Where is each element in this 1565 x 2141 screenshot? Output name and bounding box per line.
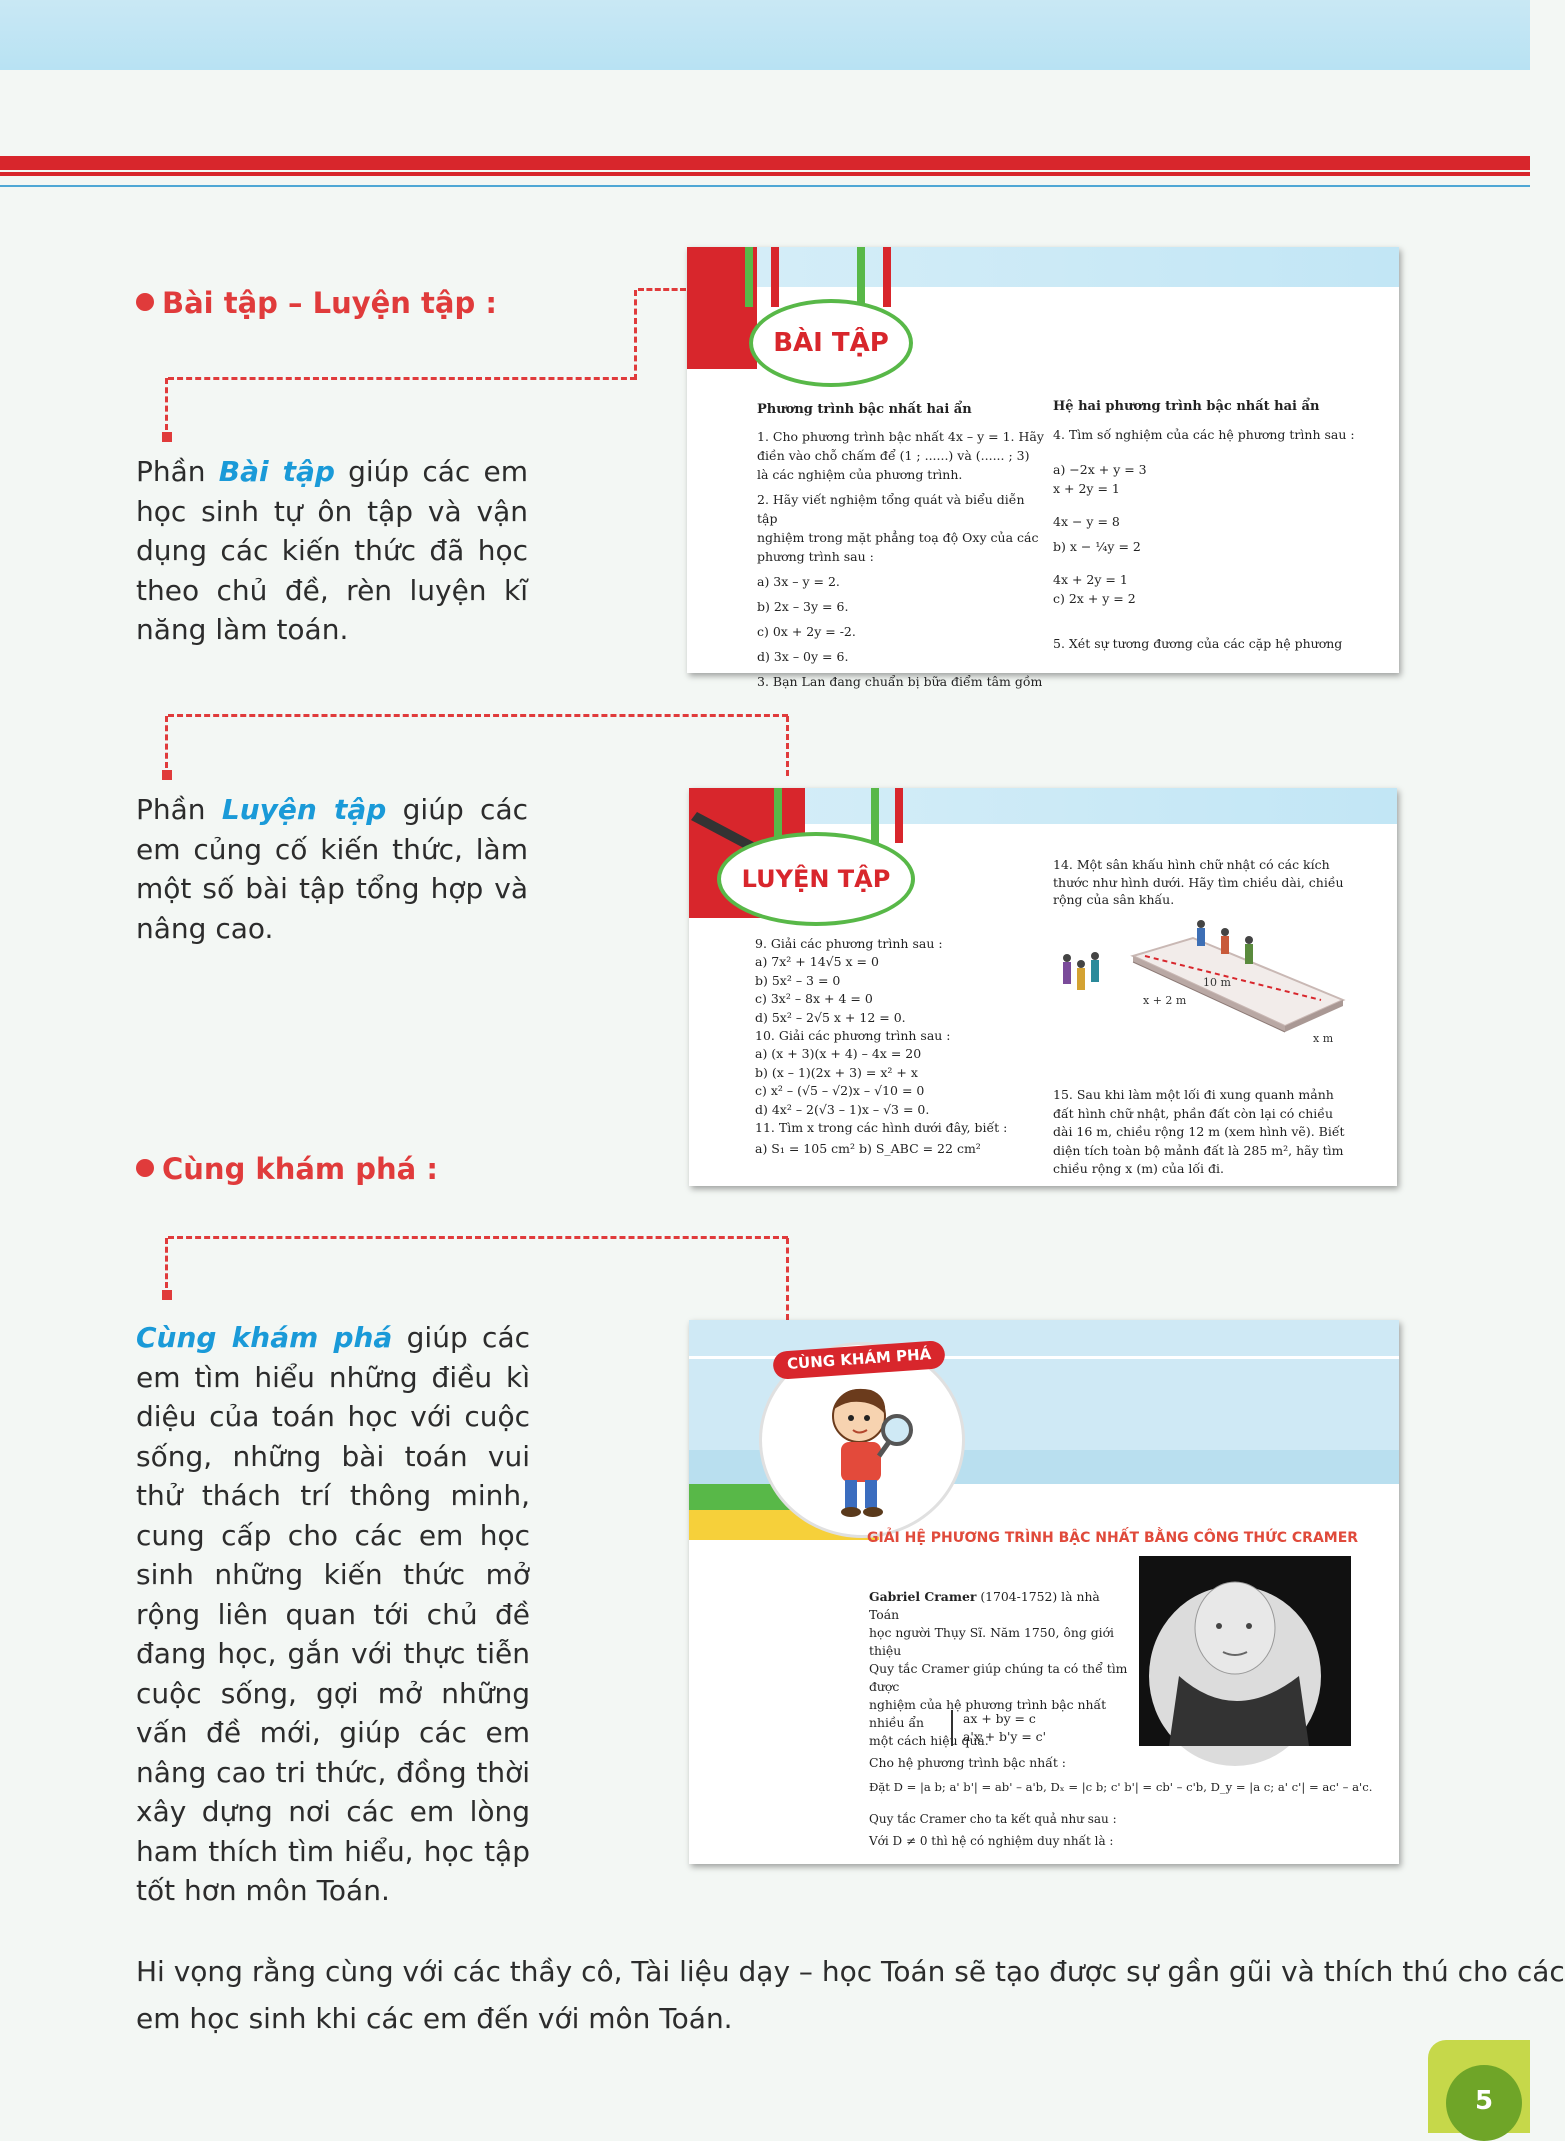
determinant-line: Đặt D = |a b; a' b'| = ab' – a'b, Dₓ = |c b; c' b'| = cb' – c'b, D_y = |a c; a' c'| = ac' – a'c.: [869, 1780, 1373, 1794]
connector-line: [168, 714, 788, 717]
connector-line: [638, 288, 686, 291]
preview-title-badge: [749, 299, 913, 387]
top-color-band: [0, 0, 1530, 70]
preview-line: c) 0x + 2y = -2.: [757, 624, 856, 639]
preview-line: Quy tắc Cramer cho ta kết quả như sau :: [869, 1812, 1117, 1826]
bai-tap-page-preview: [687, 247, 1399, 689]
connector-end-marker: [162, 770, 172, 780]
connector-line: [786, 716, 789, 776]
preview-line: dài 16 m, chiều rộng 12 m (xem hình vẽ). Biết: [1053, 1124, 1345, 1139]
ribbon-icon: [883, 247, 891, 307]
preview-line: Quy tắc Cramer giúp chúng ta có thể tìm được: [869, 1661, 1128, 1694]
connector-line: [165, 378, 168, 430]
preview-line: 3. Bạn Lan đang chuẩn bị bữa điểm tâm gồm: [757, 674, 1043, 689]
preview-line: a) 3x – y = 2.: [757, 574, 840, 589]
preview-line: ax + by = c: [963, 1711, 1036, 1726]
preview-line: phương trình sau :: [757, 549, 874, 564]
preview-left-column: [755, 935, 1045, 1159]
preview-line: a) (x + 3)(x + 4) – 4x = 20: [755, 1046, 922, 1062]
bullet-dot-icon: [136, 1159, 154, 1177]
preview-line: 4x − y = 8: [1053, 514, 1120, 529]
preview-line: Với D ≠ 0 thì hệ có nghiệm duy nhất là :: [869, 1834, 1114, 1848]
preview-line: đất hình chữ nhật, phần đất còn lại có chiều: [1053, 1105, 1334, 1121]
para-text: giúp các em củng cố kiến thức, làm một số bài tập tổng hợp và nâng cao.: [136, 793, 528, 945]
preview-line: 2. Hãy viết nghiệm tổng quát và biểu diễn tập: [757, 492, 1025, 526]
preview-title: LUYỆN TẬP: [741, 865, 891, 893]
preview-line: 11. Tìm x trong các hình dưới đây, biết :: [755, 1120, 1008, 1136]
ribbon-icon: [857, 247, 865, 307]
preview-line: b) x − ¼y = 2: [1053, 539, 1141, 554]
boy-with-magnifier-icon: [811, 1380, 921, 1530]
para-highlight: Luyện tập: [221, 793, 387, 826]
closing-line: em học sinh khi các em đến với môn Toán.: [136, 2002, 733, 2035]
preview-line: là các nghiệm của phương trình.: [757, 467, 963, 482]
linear-system: [951, 1710, 1046, 1746]
connector-line: [165, 1238, 168, 1288]
connector-line: [168, 377, 636, 380]
preview-line: Cho hệ phương trình bậc nhất :: [869, 1755, 1066, 1770]
preview-line: (1704-1752) là nhà Toán: [869, 1589, 1100, 1622]
stage-label-width: x + 2 m: [1143, 994, 1187, 1007]
preview-line: rộng của sân khấu.: [1053, 892, 1175, 908]
para-text: giúp các em học sinh tự ôn tập và vận dụng các kiến thức đã học theo chủ đề, rèn luyện kĩ năng làm toán.: [136, 455, 529, 646]
preview-line: 9. Giải các phương trình sau :: [755, 936, 943, 951]
preview-line: nghiệm trong mặt phẳng toạ độ Oxy của các: [757, 530, 1039, 545]
preview-headline: GIẢI HỆ PHƯƠNG TRÌNH BẬC NHẤT BẰNG CÔNG THỨC CRAMER: [867, 1530, 1359, 1546]
preview-line: nghiệm của hệ phương trình bậc nhất nhiều ẩn: [869, 1697, 1107, 1730]
preview-right-bottom: [1053, 1086, 1383, 1179]
preview-line: chiều rộng x (m) của lối đi.: [1053, 1161, 1224, 1176]
preview-line: d) 4x² – 2(√3 – 1)x – √3 = 0.: [755, 1101, 930, 1117]
bullet-dot-icon: [136, 293, 154, 311]
stage-illustration: [1053, 918, 1383, 1058]
para-text: Phần: [136, 793, 222, 826]
preview-line: a'x + b'y = c': [963, 1729, 1046, 1744]
ribbon-icon: [745, 247, 753, 307]
preview-right-column: [1053, 425, 1383, 653]
top-blue-rule: [0, 185, 1530, 187]
bio-name: Gabriel Cramer: [869, 1589, 977, 1604]
preview-line: c) 2x + y = 2: [1053, 591, 1136, 606]
ribbon-icon: [871, 788, 879, 843]
badge-text: CÙNG KHÁM PHÁ: [772, 1340, 946, 1380]
preview-line: 5. Xét sự tương đương của các cặp hệ phương: [1053, 636, 1343, 651]
stage-label-length: 10 m: [1203, 976, 1231, 989]
luyen-tap-description: [136, 790, 528, 948]
preview-header-band: [687, 247, 1399, 287]
preview-left-column: [757, 427, 1047, 691]
section-heading-kham-pha: [136, 1152, 438, 1186]
section-heading-kham-pha-text: Cùng khám phá :: [162, 1152, 438, 1186]
preview-line: d) 3x – 0y = 6.: [757, 649, 849, 664]
page-number: 5: [1474, 2086, 1494, 2116]
preview-line: 15. Sau khi làm một lối đi xung quanh mảnh: [1053, 1087, 1334, 1102]
preview-right-heading: Hệ hai phương trình bậc nhất hai ẩn: [1053, 399, 1320, 414]
bai-tap-description: [136, 452, 528, 650]
ribbon-icon: [895, 788, 903, 843]
connector-line: [634, 290, 637, 380]
connector-line: [786, 1238, 789, 1320]
connector-end-marker: [162, 432, 172, 442]
preview-line: thước như hình dưới. Hãy tìm chiều dài, chiều: [1053, 874, 1344, 890]
page-number-badge: [1446, 2065, 1522, 2141]
connector-line: [168, 1236, 788, 1239]
section-heading-bai-tap-text: Bài tập – Luyện tập :: [162, 286, 497, 320]
connector-line: [165, 716, 168, 768]
ribbon-icon: [771, 247, 779, 307]
preview-line: a) 7x² + 14√5 x = 0: [755, 954, 879, 970]
preview-line: điền vào chỗ chấm để (1 ; ......) và (...... ; 3): [757, 448, 1030, 463]
preview-line: c) x² – (√5 – √2)x – √10 = 0: [755, 1083, 925, 1099]
section-heading-bai-tap: [136, 286, 497, 320]
para-text: giúp các em tìm hiểu những điều kì diệu của toán học với cuộc sống, những bài toán vui thử thách trí thông minh, cung cấp cho các em học sinh những kiến thức mở rộng liên quan tới chủ đề đang học, gắn với thực tiễn cuộc sống, gợi mở những vấn đề mới, giúp các em nâng cao tri thức, đồng thời xây dựng nơi các em lòng ham thích tìm hiểu, học tập tốt hơn môn Toán.: [136, 1321, 530, 1907]
preview-line: 4. Tìm số nghiệm của các hệ phương trình sau :: [1053, 427, 1355, 442]
preview-line: b) 2x – 3y = 6.: [757, 599, 849, 614]
preview-left-heading: Phương trình bậc nhất hai ẩn: [757, 402, 972, 417]
preview-line: d) 5x² – 2√5 x + 12 = 0.: [755, 1009, 906, 1025]
preview-line: x + 2y = 1: [1053, 481, 1120, 496]
top-red-stripe: [0, 156, 1530, 170]
cramer-portrait: [1139, 1556, 1351, 1746]
kham-pha-description: [136, 1318, 530, 1911]
preview-line: diện tích toàn bộ mảnh đất là 285 m², hãy tìm: [1053, 1142, 1344, 1158]
portrait-image-icon: [1139, 1556, 1351, 1746]
preview-line: 1. Cho phương trình bậc nhất 4x – y = 1. Hãy: [757, 429, 1044, 444]
preview-line: a) −2x + y = 3: [1053, 462, 1147, 477]
luyen-tap-page-preview: [689, 788, 1397, 1186]
para-text: Phần: [136, 455, 219, 488]
para-highlight: Cùng khám phá: [136, 1321, 393, 1354]
connector-end-marker: [162, 1290, 172, 1300]
para-highlight: Bài tập: [218, 455, 335, 488]
top-red-thin-stripe: [0, 172, 1530, 176]
preview-line: b) 5x² – 3 = 0: [755, 972, 841, 988]
preview-line: a) S₁ = 105 cm² b) S_ABC = 22 cm²: [755, 1141, 981, 1157]
preview-title: BÀI TẬP: [773, 328, 889, 358]
preview-line: b) (x – 1)(2x + 3) = x² + x: [755, 1064, 918, 1080]
stage-label-x: x m: [1313, 1032, 1334, 1045]
kham-pha-page-preview: [689, 1320, 1399, 1864]
closing-paragraph: [136, 1948, 1565, 2042]
preview-line: một cách hiệu quả.: [869, 1733, 989, 1748]
preview-line: học người Thụy Sĩ. Năm 1750, ông giới thiệu: [869, 1625, 1115, 1658]
preview-line: c) 3x² – 8x + 4 = 0: [755, 991, 873, 1007]
preview-right-top: [1053, 856, 1383, 909]
preview-line: 10. Giải các phương trình sau :: [755, 1028, 951, 1044]
preview-title-badge: [717, 832, 915, 926]
preview-line: 4x + 2y = 1: [1053, 572, 1128, 587]
preview-line: 14. Một sân khấu hình chữ nhật có các kích: [1053, 857, 1330, 872]
closing-line: Hi vọng rằng cùng với các thầy cô, Tài liệu dạy – học Toán sẽ tạo được sự gần gũi và thích thú cho các: [136, 1955, 1565, 1988]
